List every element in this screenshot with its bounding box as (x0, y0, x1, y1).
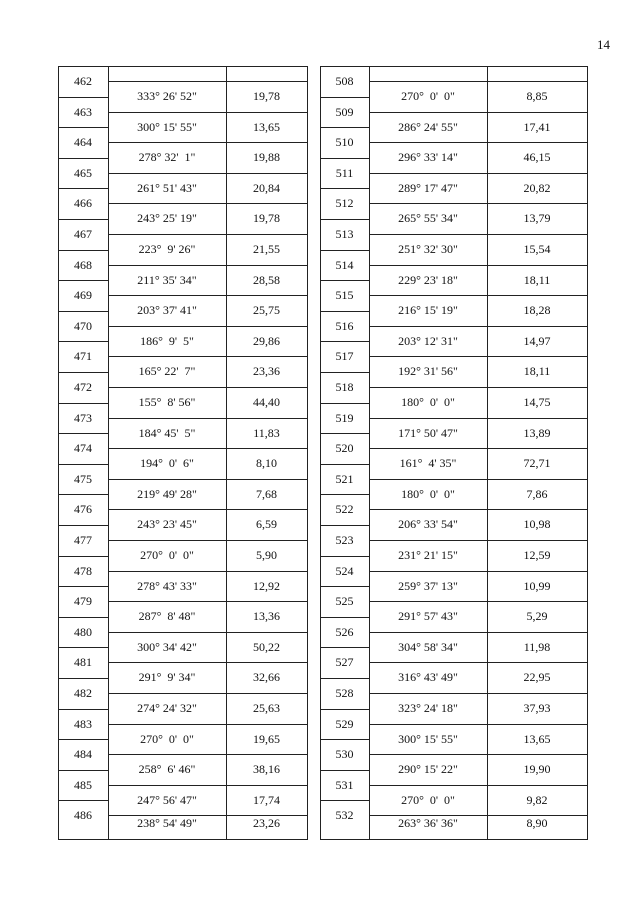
left-table-value-separator (108, 632, 308, 633)
point-number: 475 (74, 472, 92, 486)
distance-value: 13,65 (253, 120, 280, 134)
right-table-value-separator (369, 418, 588, 419)
direction-angle: 184° 45' 5" (138, 426, 196, 440)
right-table-point-separator (320, 647, 369, 648)
point-number: 515 (335, 288, 354, 302)
distance-value: 21,55 (253, 242, 280, 256)
right-table-value-separator (369, 112, 588, 113)
left-table-value-separator (108, 112, 308, 113)
left-table-point-separator (58, 158, 108, 159)
distance-value: 72,71 (523, 456, 551, 470)
point-number: 466 (74, 196, 92, 210)
right-table-point-separator (320, 586, 369, 587)
direction-angle: 278° 43' 33" (137, 579, 197, 593)
distance-value: 5,29 (526, 609, 548, 623)
direction-angle: 180° 0' 0" (401, 395, 455, 409)
direction-angle: 211° 35' 34" (137, 273, 197, 287)
right-table-point-separator (320, 617, 369, 618)
left-table-value-separator (108, 265, 308, 266)
direction-angle: 261° 51' 43" (137, 181, 197, 195)
direction-angle: 238° 54' 49" (137, 816, 197, 830)
left-table-point-separator (58, 188, 108, 189)
left-table-value-separator (108, 662, 308, 663)
distance-value: 13,36 (253, 609, 280, 623)
right-table-point-separator (320, 525, 369, 526)
right-table-point-separator (320, 158, 369, 159)
point-number: 512 (335, 196, 354, 210)
direction-angle: 203° 37' 41" (137, 303, 197, 317)
distance-value: 28,58 (253, 273, 280, 287)
left-table-value-separator (108, 601, 308, 602)
right-table-value-separator (369, 448, 588, 449)
distance-value: 19,65 (253, 732, 280, 746)
point-number: 531 (335, 778, 354, 792)
distance-value: 9,82 (526, 793, 548, 807)
distance-value: 7,86 (526, 487, 548, 501)
distance-value: 38,16 (253, 762, 280, 776)
right-table-point-separator (320, 219, 369, 220)
left-table-point-separator (58, 311, 108, 312)
point-number: 474 (74, 441, 92, 455)
distance-value: 25,75 (253, 303, 280, 317)
direction-angle: 243° 23' 45" (137, 517, 197, 531)
left-table-point-separator (58, 739, 108, 740)
direction-angle: 316° 43' 49" (398, 670, 458, 684)
distance-value: 12,59 (523, 548, 551, 562)
point-number: 483 (74, 717, 92, 731)
right-table-value-separator (369, 265, 588, 266)
direction-angle: 333° 26' 52" (137, 89, 197, 103)
direction-angle: 300° 34' 42" (137, 640, 197, 654)
right-table-point-separator (320, 311, 369, 312)
left-table-point-separator (58, 525, 108, 526)
distance-value: 7,68 (256, 487, 277, 501)
distance-value: 12,92 (253, 579, 280, 593)
point-number: 519 (335, 411, 354, 425)
point-number: 462 (74, 74, 92, 88)
right-table-point-separator (320, 709, 369, 710)
left-table-value-separator (108, 81, 308, 82)
direction-angle: 229° 23' 18" (398, 273, 458, 287)
point-number: 480 (74, 625, 92, 639)
point-number: 465 (74, 166, 92, 180)
distance-value: 18,11 (523, 364, 551, 378)
direction-angle: 291° 9' 34" (138, 670, 196, 684)
point-number: 528 (335, 686, 354, 700)
right-table-point-separator (320, 556, 369, 557)
direction-angle: 287° 8' 48" (138, 609, 196, 623)
left-table-point-separator (58, 464, 108, 465)
direction-angle: 194° 0' 6" (140, 456, 194, 470)
point-number: 530 (335, 747, 354, 761)
direction-angle: 165° 22' 7" (138, 364, 196, 378)
right-table-value-separator (369, 509, 588, 510)
direction-angle: 203° 12' 31" (398, 334, 458, 348)
distance-value: 19,78 (253, 211, 280, 225)
direction-angle: 265° 55' 34" (398, 211, 458, 225)
point-number: 485 (74, 778, 92, 792)
left-table-value-separator (108, 387, 308, 388)
point-number: 518 (335, 380, 354, 394)
distance-value: 11,83 (253, 426, 280, 440)
distance-value: 8,85 (526, 89, 548, 103)
right-table-value-separator (369, 662, 588, 663)
distance-value: 46,15 (523, 150, 551, 164)
distance-value: 8,10 (256, 456, 277, 470)
point-number: 468 (74, 258, 92, 272)
distance-value: 13,65 (523, 732, 551, 746)
right-table-value-separator (369, 203, 588, 204)
distance-value: 37,93 (523, 701, 551, 715)
distance-value: 50,22 (253, 640, 280, 654)
left-table-value-separator (108, 203, 308, 204)
left-table-point-separator (58, 280, 108, 281)
right-table-value-separator (369, 142, 588, 143)
left-table-value-separator (108, 754, 308, 755)
distance-value: 14,75 (523, 395, 551, 409)
right-table-value-separator (369, 632, 588, 633)
point-number: 526 (335, 625, 354, 639)
right-table-value-separator (369, 234, 588, 235)
distance-value: 13,79 (523, 211, 551, 225)
direction-angle: 223° 9' 26" (138, 242, 196, 256)
point-number: 471 (74, 349, 92, 363)
point-number: 469 (74, 288, 92, 302)
right-table-point-separator (320, 678, 369, 679)
right-table-bottom-border (320, 839, 588, 840)
distance-value: 15,54 (523, 242, 551, 256)
left-table-value-separator (108, 540, 308, 541)
distance-value: 11,98 (523, 640, 551, 654)
direction-angle: 206° 33' 54" (398, 517, 458, 531)
point-number: 477 (74, 533, 92, 547)
direction-angle: 286° 24' 55" (398, 120, 458, 134)
direction-angle: 274° 24' 32" (137, 701, 197, 715)
right-table-value-separator (369, 785, 588, 786)
left-table-point-separator (58, 586, 108, 587)
distance-value: 18,28 (523, 303, 551, 317)
direction-angle: 270° 0' 0" (401, 793, 455, 807)
point-number: 482 (74, 686, 92, 700)
direction-angle: 278° 32' 1" (138, 150, 196, 164)
right-table-value-separator (369, 173, 588, 174)
point-number: 509 (335, 105, 354, 119)
point-number: 517 (335, 349, 354, 363)
left-table-top-border (58, 66, 308, 67)
direction-angle: 323° 24' 18" (398, 701, 458, 715)
distance-value: 5,90 (256, 548, 277, 562)
right-table-point-separator (320, 770, 369, 771)
left-table-point-separator (58, 127, 108, 128)
left-table-value-separator (108, 234, 308, 235)
point-number: 529 (335, 717, 354, 731)
distance-value: 20,82 (523, 181, 551, 195)
left-table-point-separator (58, 556, 108, 557)
left-table-value-separator (108, 356, 308, 357)
direction-angle: 171° 50' 47" (398, 426, 458, 440)
point-number: 470 (74, 319, 92, 333)
direction-angle: 304° 58' 34" (398, 640, 458, 654)
left-table-point-separator (58, 617, 108, 618)
right-table-point-separator (320, 372, 369, 373)
distance-value: 19,78 (253, 89, 280, 103)
left-table-point-separator (58, 800, 108, 801)
point-number: 510 (335, 135, 354, 149)
distance-value: 8,90 (526, 816, 548, 830)
left-table-value-separator (108, 173, 308, 174)
direction-angle: 180° 0' 0" (401, 487, 455, 501)
right-table-point-separator (320, 494, 369, 495)
left-table-value-separator (108, 418, 308, 419)
point-number: 467 (74, 227, 92, 241)
direction-angle: 300° 15' 55" (137, 120, 197, 134)
left-table-point-separator (58, 770, 108, 771)
left-table-point-separator (58, 97, 108, 98)
right-table-point-separator (320, 97, 369, 98)
left-table-value-separator (108, 571, 308, 572)
left-table-point-separator (58, 250, 108, 251)
direction-angle: 296° 33' 14" (398, 150, 458, 164)
left-table-point-separator (58, 678, 108, 679)
distance-value: 10,99 (523, 579, 551, 593)
point-number: 513 (335, 227, 354, 241)
point-number: 472 (74, 380, 92, 394)
point-number: 481 (74, 655, 92, 669)
right-table-point-separator (320, 341, 369, 342)
point-number: 524 (335, 564, 354, 578)
point-number: 514 (335, 258, 354, 272)
direction-angle: 270° 0' 0" (401, 89, 455, 103)
point-number: 476 (74, 502, 92, 516)
distance-value: 44,40 (253, 395, 280, 409)
point-number: 516 (335, 319, 354, 333)
left-table-value-separator (108, 448, 308, 449)
left-table-bottom-border (58, 839, 308, 840)
distance-value: 22,95 (523, 670, 551, 684)
point-number: 523 (335, 533, 354, 547)
right-table-value-separator (369, 81, 588, 82)
direction-angle: 259° 37' 13" (398, 579, 458, 593)
right-table-value-separator (369, 356, 588, 357)
direction-angle: 247° 56' 47" (137, 793, 197, 807)
direction-angle: 251° 32' 30" (398, 242, 458, 256)
left-table-point-separator (58, 341, 108, 342)
left-table-value-separator (108, 326, 308, 327)
point-number: 511 (335, 166, 354, 180)
distance-value: 20,84 (253, 181, 280, 195)
left-table-point-separator (58, 372, 108, 373)
left-table-value-separator (108, 509, 308, 510)
left-table-point-separator (58, 433, 108, 434)
point-number: 484 (74, 747, 92, 761)
distance-value: 23,36 (253, 364, 280, 378)
left-table-value-separator (108, 479, 308, 480)
direction-angle: 258° 6' 46" (138, 762, 196, 776)
direction-angle: 231° 21' 15" (398, 548, 458, 562)
right-table-point-separator (320, 433, 369, 434)
direction-angle: 270° 0' 0" (140, 732, 194, 746)
left-table-point-separator (58, 647, 108, 648)
right-table-value-separator (369, 295, 588, 296)
left-table-value-separator (108, 693, 308, 694)
left-table-point-separator (58, 494, 108, 495)
distance-value: 19,90 (523, 762, 551, 776)
distance-value: 18,11 (523, 273, 551, 287)
point-number: 464 (74, 135, 92, 149)
direction-angle: 270° 0' 0" (140, 548, 194, 562)
right-table-value-separator (369, 724, 588, 725)
direction-angle: 263° 36' 36" (398, 816, 458, 830)
distance-value: 25,63 (253, 701, 280, 715)
left-table-value-separator (108, 142, 308, 143)
right-table-value-separator (369, 326, 588, 327)
direction-angle: 289° 17' 47" (398, 181, 458, 195)
right-table-point-separator (320, 739, 369, 740)
point-number: 479 (74, 594, 92, 608)
direction-angle: 300° 15' 55" (398, 732, 458, 746)
point-number: 520 (335, 441, 354, 455)
right-table-value-separator (369, 601, 588, 602)
point-number: 478 (74, 564, 92, 578)
distance-value: 19,88 (253, 150, 280, 164)
point-number: 508 (335, 74, 354, 88)
point-number: 522 (335, 502, 354, 516)
direction-angle: 291° 57' 43" (398, 609, 458, 623)
right-table-value-separator (369, 754, 588, 755)
direction-angle: 290° 15' 22" (398, 762, 458, 776)
direction-angle: 161° 4' 35" (399, 456, 457, 470)
point-number: 473 (74, 411, 92, 425)
distance-value: 6,59 (256, 517, 277, 531)
point-number: 463 (74, 105, 92, 119)
direction-angle: 186° 9' 5" (140, 334, 194, 348)
distance-value: 17,41 (523, 120, 551, 134)
left-table-value-separator (108, 724, 308, 725)
right-table-value-separator (369, 387, 588, 388)
point-number: 525 (335, 594, 354, 608)
distance-value: 29,86 (253, 334, 280, 348)
distance-value: 13,89 (523, 426, 551, 440)
left-table-point-separator (58, 219, 108, 220)
right-table-value-separator (369, 540, 588, 541)
left-table-point-separator (58, 403, 108, 404)
right-table-point-separator (320, 464, 369, 465)
right-table-point-separator (320, 280, 369, 281)
distance-value: 23,26 (253, 816, 280, 830)
right-table-point-separator (320, 403, 369, 404)
right-table-value-separator (369, 693, 588, 694)
point-number: 521 (335, 472, 354, 486)
left-table-point-separator (58, 709, 108, 710)
left-table-value-separator (108, 785, 308, 786)
distance-value: 17,74 (253, 793, 280, 807)
direction-angle: 155° 8' 56" (138, 395, 196, 409)
point-number: 532 (335, 808, 354, 822)
direction-angle: 216° 15' 19" (398, 303, 458, 317)
distance-value: 10,98 (523, 517, 551, 531)
direction-angle: 192° 31' 56" (398, 364, 458, 378)
distance-value: 14,97 (523, 334, 551, 348)
distance-value: 32,66 (253, 670, 280, 684)
point-number: 527 (335, 655, 354, 669)
direction-angle: 243° 25' 19" (137, 211, 197, 225)
right-table-value-separator (369, 571, 588, 572)
page-number: 14 (597, 37, 610, 52)
right-table-point-separator (320, 250, 369, 251)
right-table-point-separator (320, 800, 369, 801)
point-number: 486 (74, 808, 92, 822)
left-table-value-separator (108, 295, 308, 296)
right-table-top-border (320, 66, 588, 67)
right-table-point-separator (320, 188, 369, 189)
right-table-value-separator (369, 479, 588, 480)
right-table-point-separator (320, 127, 369, 128)
direction-angle: 219° 49' 28" (137, 487, 197, 501)
